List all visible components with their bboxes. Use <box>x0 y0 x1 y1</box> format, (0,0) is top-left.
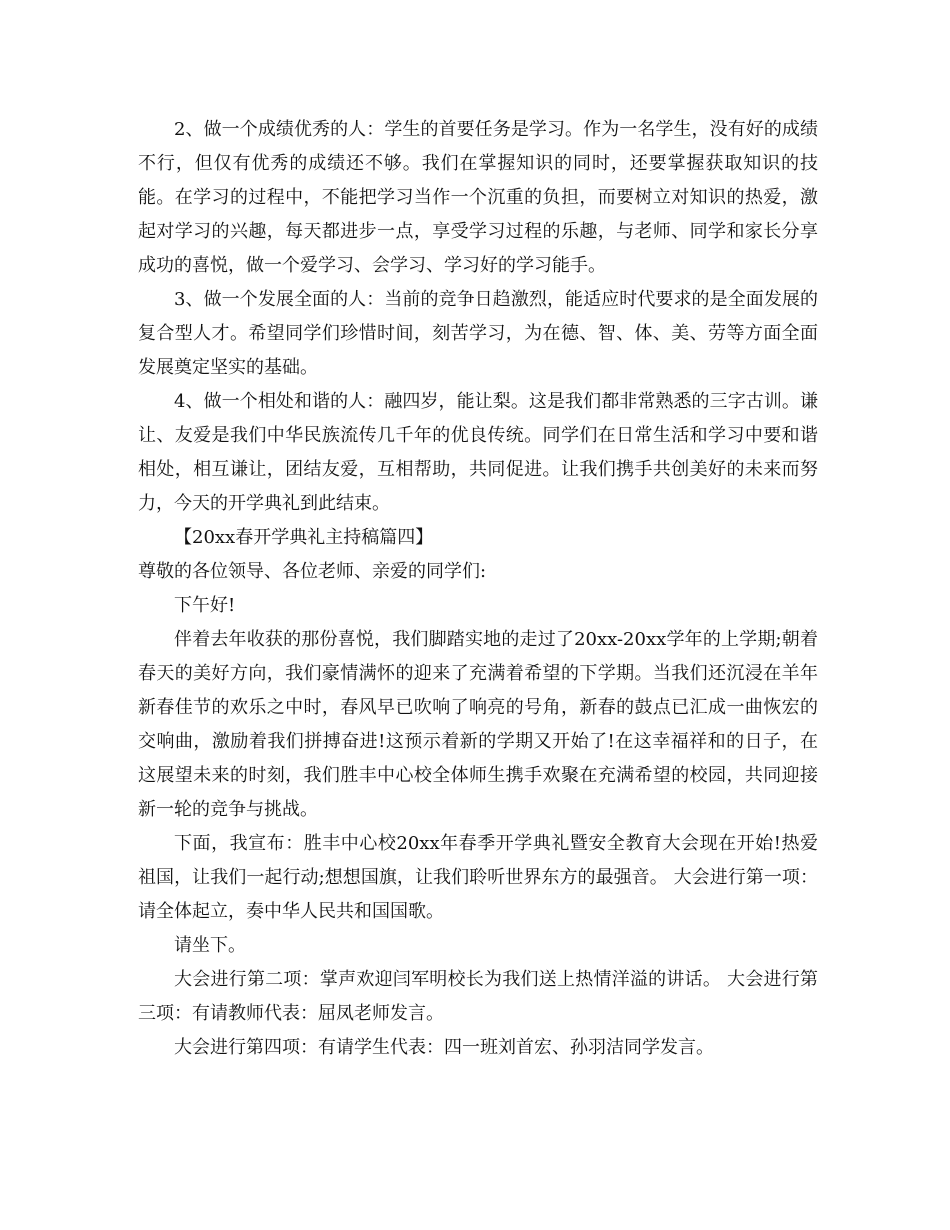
paragraph-item-2-3: 大会进行第二项：掌声欢迎闫军明校长为我们送上热情洋溢的讲话。 大会进行第三项：有请教师代表：屈凤老师发言。 <box>138 969 818 1024</box>
paragraph-item-4: 大会进行第四项：有请学生代表：四一班刘首宏、孙羽洁同学发言。 <box>174 1037 714 1058</box>
paragraph-announcement: 下面，我宣布：胜丰中心校20xx年春季开学典礼暨安全教育大会现在开始!热爱祖国，让我们一起行动;想想国旗，让我们聆听世界东方的最强音。 大会进行第一项：请全体起立，奏中华人民共和国国歌。 <box>138 833 818 922</box>
greeting: 下午好! <box>174 595 236 616</box>
document-body <box>138 113 818 1065</box>
paragraph-point-2: 2、做一个成绩优秀的人：学生的首要任务是学习。作为一名学生，没有好的成绩不行，但仅有优秀的成绩还不够。我们在掌握知识的同时，还要掌握获取知识的技能。在学习的过程中，不能把学习当作一个沉重的负担，而要树立对知识的热爱，激起对学习的兴趣，每天都进步一点，享受学习过程的乐趣，与老师、同学和家长分享成功的喜悦，做一个爱学习、会学习、学习好的学习能手。 <box>138 119 818 276</box>
salutation: 尊敬的各位领导、各位老师、亲爱的同学们: <box>138 561 487 582</box>
paragraph-point-4: 4、做一个相处和谐的人：融四岁，能让梨。这是我们都非常熟悉的三字古训。谦让、友爱是我们中华民族流传几千年的优良传统。同学们在日常生活和学习中要和谐相处，相互谦让，团结友爱，互相帮助，共同促进。让我们携手共创美好的未来而努力，今天的开学典礼到此结束。 <box>138 391 818 514</box>
section-heading: 【20xx春开学典礼主持稿篇四】 <box>174 527 434 548</box>
paragraph-sit-down: 请坐下。 <box>174 935 246 956</box>
paragraph-opening: 伴着去年收获的那份喜悦，我们脚踏实地的走过了20xx-20xx学年的上学期;朝着春天的美好方向，我们豪情满怀的迎来了充满着希望的下学期。当我们还沉浸在羊年新春佳节的欢乐之中时，春风早已吹响了响亮的号角，新春的鼓点已汇成一曲恢宏的交响曲，激励着我们拼搏奋进!这预示着新的学期又开始了!在这幸福祥和的日子，在这展望未来的时刻，我们胜丰中心校全体师生携手欢聚在充满希望的校园，共同迎接新一轮的竞争与挑战。 <box>138 629 818 820</box>
paragraph-point-3: 3、做一个发展全面的人：当前的竞争日趋激烈，能适应时代要求的是全面发展的复合型人才。希望同学们珍惜时间，刻苦学习，为在德、智、体、美、劳等方面全面发展奠定坚实的基础。 <box>138 289 818 378</box>
